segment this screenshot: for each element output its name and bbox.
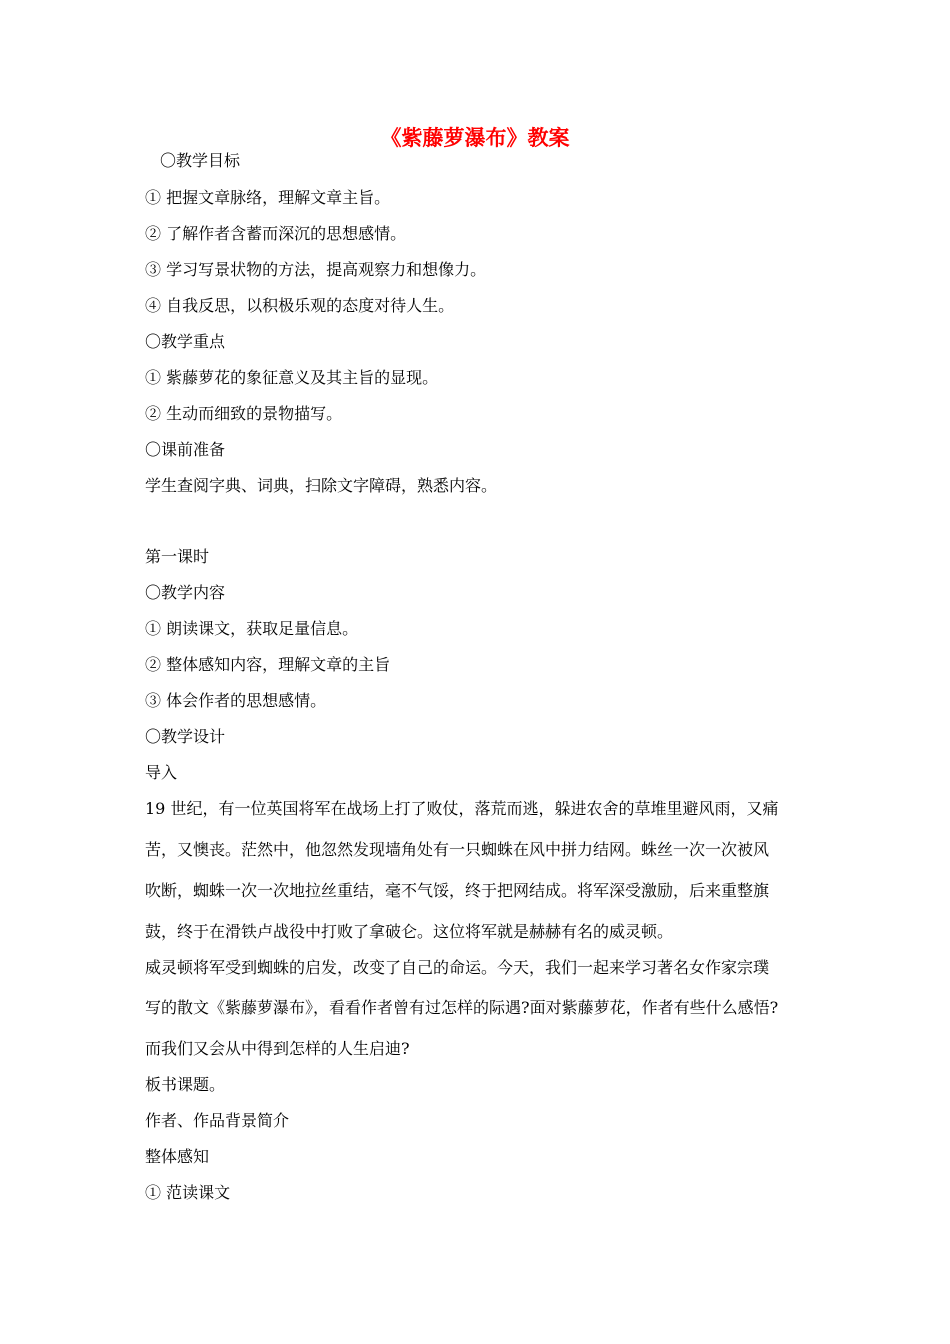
text-line: ① 朗读课文，获取足量信息。 (145, 619, 359, 638)
text-line: ① 把握文章脉络，理解文章主旨。 (145, 188, 391, 207)
text-line: 作者、作品背景简介 (145, 1111, 290, 1130)
text-line: ① 范读课文 (145, 1183, 231, 1202)
text-line: ③ 体会作者的思想感情。 (145, 691, 327, 710)
paragraph-line: 威灵顿将军受到蜘蛛的启发，改变了自己的命运。今天，我们一起来学习著名女作家宗璞 (145, 958, 770, 977)
paragraph-line: 而我们又会从中得到怎样的人生启迪? (145, 1039, 410, 1058)
text-line: ② 了解作者含蓄而深沉的思想感情。 (145, 224, 407, 243)
heading-first-lesson: 第一课时 (145, 547, 210, 566)
paragraph-line: 写的散文《紫藤萝瀑布》，看看作者曾有过怎样的际遇?面对紫藤萝花，作者有些什么感悟? (145, 998, 779, 1017)
heading-teaching-content: 〇教学内容 (145, 583, 226, 602)
heading-teaching-design: 〇教学设计 (145, 727, 226, 746)
paragraph-line: 吹断，蜘蛛一次一次地拉丝重结，毫不气馁，终于把网结成。将军深受激励，后来重整旗 (145, 881, 770, 900)
text-line: 整体感知 (145, 1147, 210, 1166)
text-line: ① 紫藤萝花的象征意义及其主旨的显现。 (145, 368, 439, 387)
text-line: ③ 学习写景状物的方法，提高观察力和想像力。 (145, 260, 487, 279)
text-line: 板书课题。 (145, 1075, 226, 1094)
paragraph-line: 19 世纪，有一位英国将军在战场上打了败仗，落荒而逃，躲进农舍的草堆里避风雨，又痛 (145, 799, 779, 818)
paragraph-line: 鼓，终于在滑铁卢战役中打败了拿破仑。这位将军就是赫赫有名的威灵顿。 (145, 922, 674, 941)
text-line: ② 整体感知内容，理解文章的主旨 (145, 655, 391, 674)
text-line: 学生查阅字典、词典，扫除文字障碍，熟悉内容。 (145, 476, 498, 495)
heading-teaching-goals: 〇教学目标 (160, 151, 241, 170)
document-title: 《紫藤萝瀑布》教案 (380, 126, 570, 150)
heading-teaching-focus: 〇教学重点 (145, 332, 226, 351)
paragraph-line: 苦，又懊丧。茫然中，他忽然发现墙角处有一只蜘蛛在风中拼力结网。蛛丝一次一次被风 (145, 840, 770, 859)
text-line: ② 生动而细致的景物描写。 (145, 404, 343, 423)
heading-introduction: 导入 (145, 763, 178, 782)
heading-preparation: 〇课前准备 (145, 440, 226, 459)
text-line: ④ 自我反思，以积极乐观的态度对待人生。 (145, 296, 455, 315)
